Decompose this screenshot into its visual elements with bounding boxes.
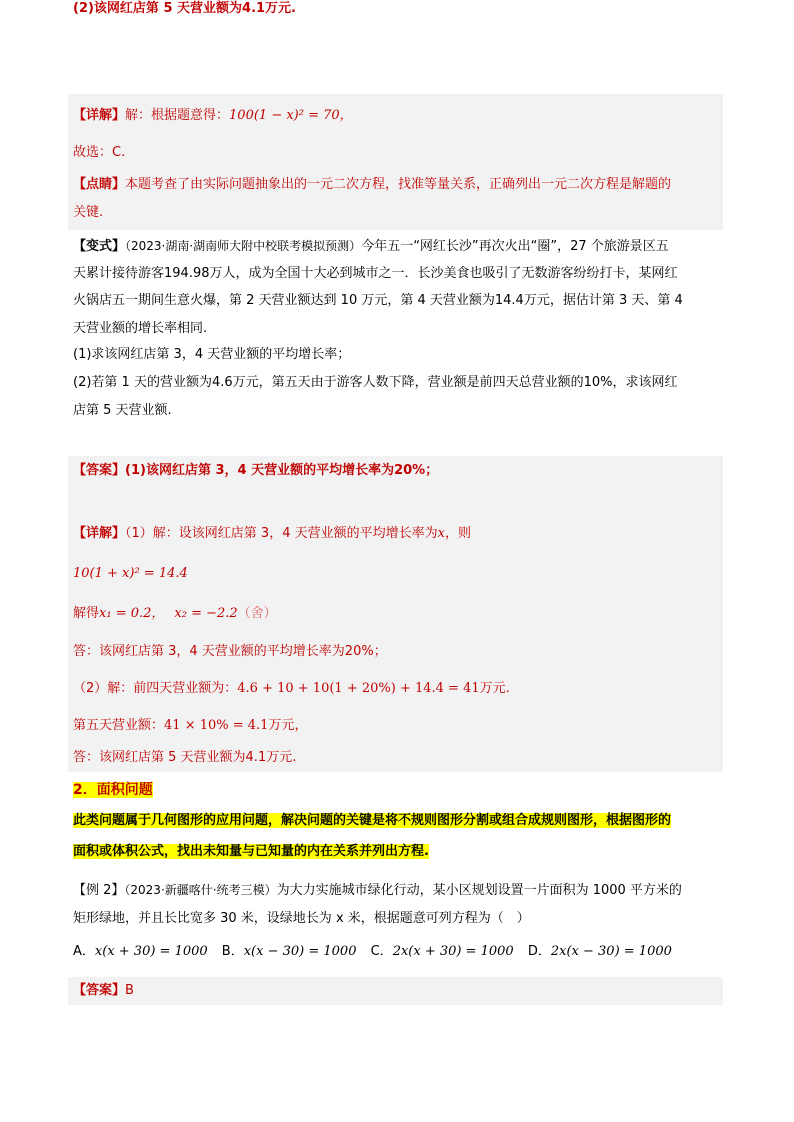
variant-text-4: 天营业额的增长率相同. (73, 321, 208, 336)
detail2-line-3 (73, 717, 307, 735)
detail2-answer-2: 答：该网红店第 5 天营业额为4.1万元. (73, 750, 297, 765)
answer-block-example2 (68, 977, 723, 1005)
question-1: (1)求该网红店第 3，4 天营业额的平均增长率； (73, 347, 351, 362)
solve-line (73, 605, 277, 623)
section-intro-1 (73, 812, 671, 830)
comment-line-1 (73, 176, 671, 194)
part2-unit: 万元. (479, 681, 510, 696)
comment-text-2: 关键. (73, 205, 104, 220)
answer-text-1: (1)该网红店第 3，4 天营业额的平均增长率为20%； (125, 463, 439, 478)
detail2-text-1: （1）解：设该网红店第 3，4 天营业额的平均增长率为 (125, 526, 438, 541)
option-a: x(x + 30) = 1000 (94, 944, 208, 959)
section-intro-text-2: 面积或体积公式，找出未知量与已知量的内在关系并列出方程. (73, 844, 429, 859)
option-c: 2x(x + 30) = 1000 (392, 944, 514, 959)
option-b-label: B． (221, 944, 244, 959)
option-d-label: D． (527, 944, 551, 959)
option-c-label: C． (370, 944, 393, 959)
detail2-var: x (437, 526, 445, 541)
part2-equation: 4.6 + 10 + 10(1 + 20%) + 14.4 = 41 (237, 681, 480, 696)
option-b: x(x − 30) = 1000 (243, 944, 357, 959)
detail2-equation-1: 10(1 + x)² = 14.4 (73, 566, 188, 581)
example2-answer: B (125, 983, 134, 998)
detail2-answer-1: 答：该网红店第 3，4 天营业额的平均增长率为20%； (73, 644, 387, 659)
section-title (73, 781, 153, 799)
root-1: x₁ = 0.2， (99, 606, 165, 621)
part2-prefix: （2）解：前四天营业额为： (73, 681, 238, 696)
section-intro-text-1: 此类问题属于几何图形的应用问题，解决问题的关键是将不规则图形分割或组合成规则图形，根据图形的 (73, 813, 672, 828)
answer-text-2: (2)该网红店第 5 天营业额为4.1万元. (73, 1, 296, 16)
example2-line-1 (73, 881, 682, 900)
detail2-text-1-end: ，则 (444, 526, 471, 541)
reject-note: （舍） (237, 606, 277, 621)
part3-equation: 41 × 10% = 4.1 (164, 718, 269, 733)
question-2-line-1: (2)若第 1 天的营业额为4.6万元，第五天由于游客人数下降，营业额是前四天总营业额的10%，求该网红 (73, 375, 678, 390)
example2-tag: 【例 2】 (73, 883, 125, 898)
detail-equation: 100(1 − x)² = 70， (229, 108, 353, 123)
part3-unit: 万元， (268, 718, 308, 733)
root-2: x₂ = −2.2 (174, 606, 238, 621)
detail-text: 解：根据题意得： (125, 108, 230, 123)
comment-tag: 【点睛】 (73, 177, 126, 192)
example2-text-1: 为大力实施城市绿化行动，某小区规划设置一片面积为 1000 平方米的 (276, 883, 682, 898)
solve-prefix: 解得 (73, 606, 100, 621)
detail2-line-2 (73, 680, 510, 698)
option-a-label: A． (73, 944, 95, 959)
example2-answer-tag: 【答案】 (73, 983, 126, 998)
variant-text-2: 天累计接待游客194.98万人，成为全国十大必到城市之一．长沙美食也吸引了无数游客纷纷打卡，某网红 (73, 266, 678, 281)
detail-tag: 【详解】 (73, 108, 126, 123)
variant-tag: 【变式】 (73, 239, 126, 254)
variant-source: （2023·湖南·湖南师大附中校联考模拟预测） (125, 239, 362, 253)
detail-line (73, 107, 353, 125)
example2-source: （2023·新疆喀什·统考三模） (124, 883, 277, 897)
detail2-line-1 (73, 525, 471, 543)
part3-prefix: 第五天营业额： (73, 718, 165, 733)
variant-text-3: 火锅店五一期间生意火爆，第 2 天营业额达到 10 万元，第 4 天营业额为14.4万元，据估计第 3 天、第 4 (73, 293, 683, 308)
comment-text-1: 本题考查了由实际问题抽象出的一元二次方程，找准等量关系，正确列出一元二次方程是解题的 (125, 177, 672, 192)
section-title-text: 2．面积问题 (73, 782, 153, 798)
detail2-tag: 【详解】 (73, 526, 126, 541)
variant-text-1: 今年五一“网红长沙”再次火出“圈”，27 个旅游景区五 (361, 239, 669, 254)
example2-options (73, 943, 672, 961)
section-intro-2 (73, 843, 429, 861)
variant-line-1 (73, 237, 669, 256)
question-2-line-2: 店第 5 天营业额. (73, 403, 172, 418)
option-d: 2x(x − 30) = 1000 (550, 944, 672, 959)
answer-line-1 (73, 462, 438, 480)
example2-text-2: 矩形绿地，并且长比宽多 30 米，设绿地长为 x 米，根据题意可列方程为（ ） (73, 911, 530, 926)
example2-answer-line (73, 982, 134, 1000)
answer-choice: 故选：C. (73, 145, 126, 160)
answer-tag: 【答案】 (73, 463, 126, 478)
